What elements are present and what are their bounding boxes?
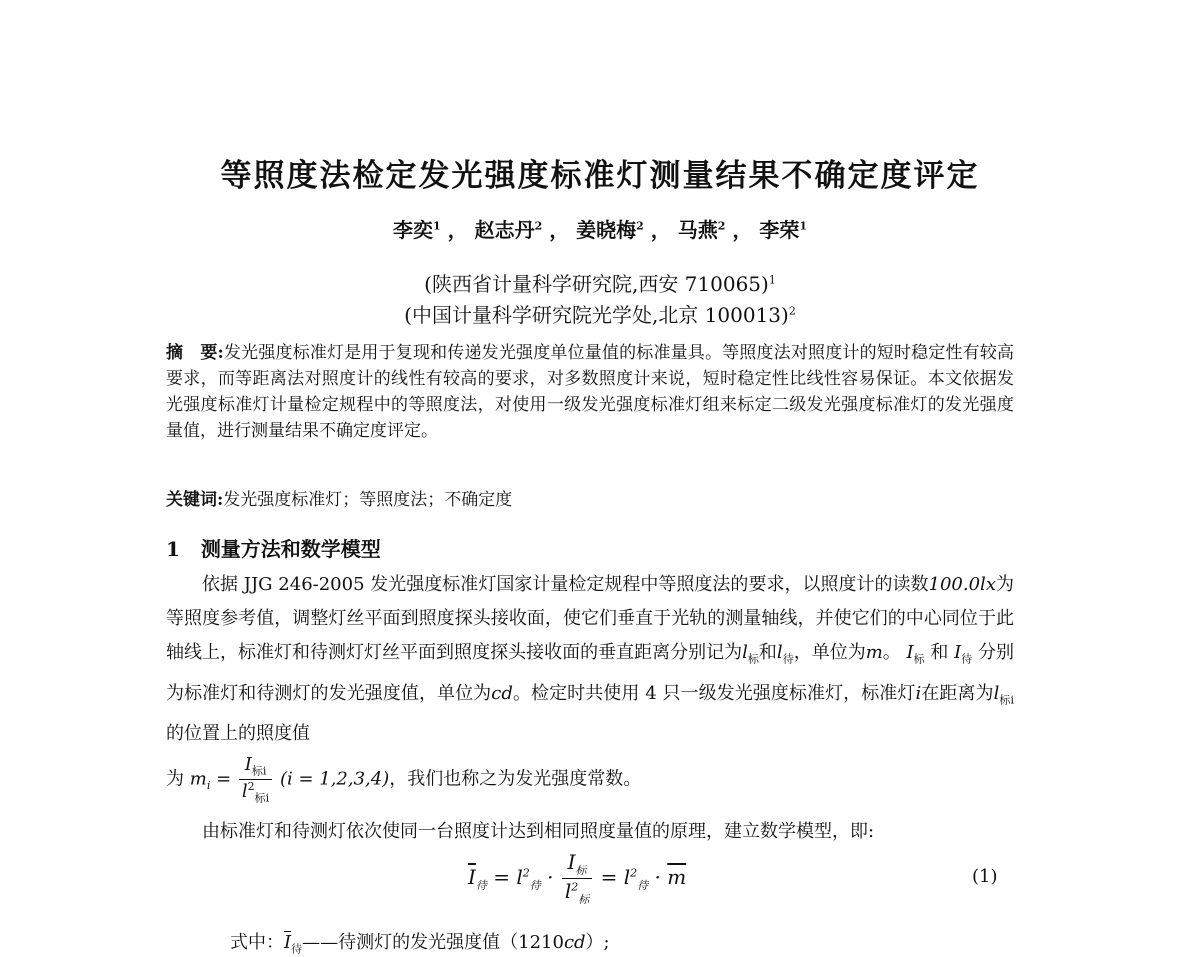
affiliation-1 — [0, 268, 1200, 297]
subscript: 待 — [529, 879, 541, 892]
unit-cd: cd — [563, 932, 586, 953]
keywords — [166, 487, 1014, 513]
para-text: 的位置上的照度值 — [166, 723, 310, 745]
author-mark: 2 — [636, 219, 644, 233]
unit-m: m — [865, 642, 883, 663]
fraction — [239, 754, 272, 805]
author-mark: 1 — [799, 219, 808, 233]
var-I: $\overline{I}$ — [284, 932, 292, 953]
definition-label: 式中： — [230, 932, 284, 953]
reading-value: 100.0lx — [928, 574, 996, 595]
author-mark: 1 — [432, 219, 441, 233]
para-text: 和 — [758, 642, 777, 663]
subscript: 待 — [782, 652, 794, 666]
subscript: 标 — [578, 893, 590, 906]
abstract-text: 发光强度标准灯是用于复现和传递发光强度单位量值的标准量具。等照度法对照度计的短时稳定性有较高要求，而等距离法对照度计的线性有较高的要求，对多数照度计来说，短时稳定性比线性容易保证。本文依据发光强度标准灯计量检定规程中的等照度法，对使用一级发光强度标准灯组来标定二级发光强度标准灯的发光强度量值，进行测量结果不确定度评定。 — [166, 343, 1014, 441]
var-I: I — [244, 754, 252, 775]
para-text: 。 — [882, 642, 901, 663]
model-paragraph: 由标准灯和待测灯依次使同一台照度计达到相同照度量值的原理，建立数学模型，即: — [202, 821, 875, 842]
var-I: I — [954, 642, 962, 663]
affiliation-mark: 2 — [788, 304, 796, 318]
affiliation-text: (中国计量科学研究院光学处,北京 100013) — [404, 303, 789, 327]
subscript: 待 — [637, 879, 649, 892]
method-paragraph — [166, 568, 1014, 751]
var-l: l — [776, 642, 783, 663]
para-text: 。检定时共使用 4 只一级发光强度标准灯，标准灯 — [512, 682, 916, 704]
subscript: 标i — [999, 693, 1015, 707]
denominator — [239, 780, 272, 806]
fraction — [562, 850, 592, 907]
var-l: l — [241, 780, 248, 802]
equation-1 — [468, 850, 686, 907]
keywords-label: 关键词: — [166, 490, 224, 510]
var-l: l — [516, 865, 523, 889]
superscript: 2 — [630, 866, 638, 880]
var-I: I — [567, 850, 576, 874]
var-m: m — [189, 768, 207, 790]
section-number: 1 — [166, 537, 180, 561]
var-I: $\overline{I}$ — [468, 865, 476, 889]
equals-sign: = — [493, 865, 511, 889]
subscript: 标i — [251, 764, 267, 778]
var-l: l — [742, 642, 748, 663]
var-l: l — [623, 865, 631, 889]
subscript: i — [206, 779, 211, 793]
affiliation-text: (陕西省计量科学研究院,西安 710065) — [424, 272, 769, 296]
var-l: l — [993, 682, 1000, 704]
subscript: 标 — [913, 652, 925, 666]
subscript: 待 — [961, 652, 973, 666]
author-name: 马燕 — [677, 218, 718, 242]
para-text: 为等照度参考值，调整灯丝平面到照度探头接收面，使它们垂直于光轨的测量轴线，并使它们的中心同位于此轴线上，标准灯和待测灯灯丝平面到照度探头接收面的垂直距离分别记为 — [166, 574, 1014, 663]
para-text: ，我们也称之为发光强度常数。 — [389, 768, 642, 790]
definition-text: ——待测灯的发光强度值（1210 — [302, 932, 564, 953]
author-name: 姜晓梅 — [576, 218, 637, 242]
keywords-text: 发光强度标准灯；等照度法；不确定度 — [223, 490, 513, 510]
var-l: l — [564, 879, 572, 903]
equals-sign: = — [216, 768, 232, 790]
author-name: 李奕 — [392, 218, 433, 242]
author-name: 李荣 — [759, 218, 800, 242]
affiliation-2 — [0, 299, 1200, 328]
definition-text: ）; — [585, 932, 610, 953]
author-mark: 2 — [534, 219, 543, 233]
var-i: i — [915, 682, 922, 704]
subscript: 待 — [291, 942, 303, 956]
subscript: 标 — [575, 864, 587, 877]
paper-title: 等照度法检定发光强度标准灯测量结果不确定度评定 — [220, 158, 980, 194]
var-m-bar: $\overline{m}$ — [667, 865, 687, 889]
section-title: 测量方法和数学模型 — [200, 537, 381, 561]
index-range: (i = 1,2,3,4) — [279, 768, 390, 790]
para-text: ，单位为 — [793, 642, 866, 663]
constant-definition-line — [166, 754, 641, 805]
para-text: 依据 JJG 246-2005 发光强度标准灯国家计量检定规程中等照度法的要求，以照度计的读数 — [202, 574, 929, 595]
dot-operator: · — [654, 865, 661, 889]
para-text: 分别为标准灯和待测灯的发光强度值，单位为 — [166, 642, 1015, 704]
equation-number: (1) — [972, 866, 998, 887]
abstract — [166, 340, 1014, 444]
subscript: 待 — [475, 879, 487, 892]
section-heading — [166, 533, 381, 562]
abstract-label: 摘 要: — [166, 343, 224, 363]
symbol-definition — [230, 928, 610, 957]
para-text: 和 — [930, 642, 949, 663]
numerator — [562, 850, 592, 879]
author-mark: 2 — [717, 219, 726, 233]
superscript: 2 — [247, 779, 255, 793]
affiliation-mark: 1 — [768, 273, 776, 287]
denominator — [562, 879, 592, 907]
subscript: 标i — [254, 791, 270, 805]
dot-operator: · — [547, 865, 554, 889]
author-list: 李奕$^1$ ， 赵志丹$^2$ ， 姜晓梅$^2$ ， 马燕$^2$ ， 李荣$^1$ — [392, 218, 808, 242]
superscript: 2 — [522, 866, 530, 880]
para-text: 在距离为 — [921, 682, 994, 704]
equals-sign: = — [600, 865, 618, 889]
unit-cd: cd — [491, 682, 513, 704]
superscript: 2 — [571, 880, 579, 894]
var-I: I — [906, 642, 914, 663]
author-name: 赵志丹 — [474, 218, 535, 242]
subscript: 标 — [747, 652, 759, 666]
para-text: 为 — [166, 768, 184, 790]
numerator — [239, 754, 272, 780]
